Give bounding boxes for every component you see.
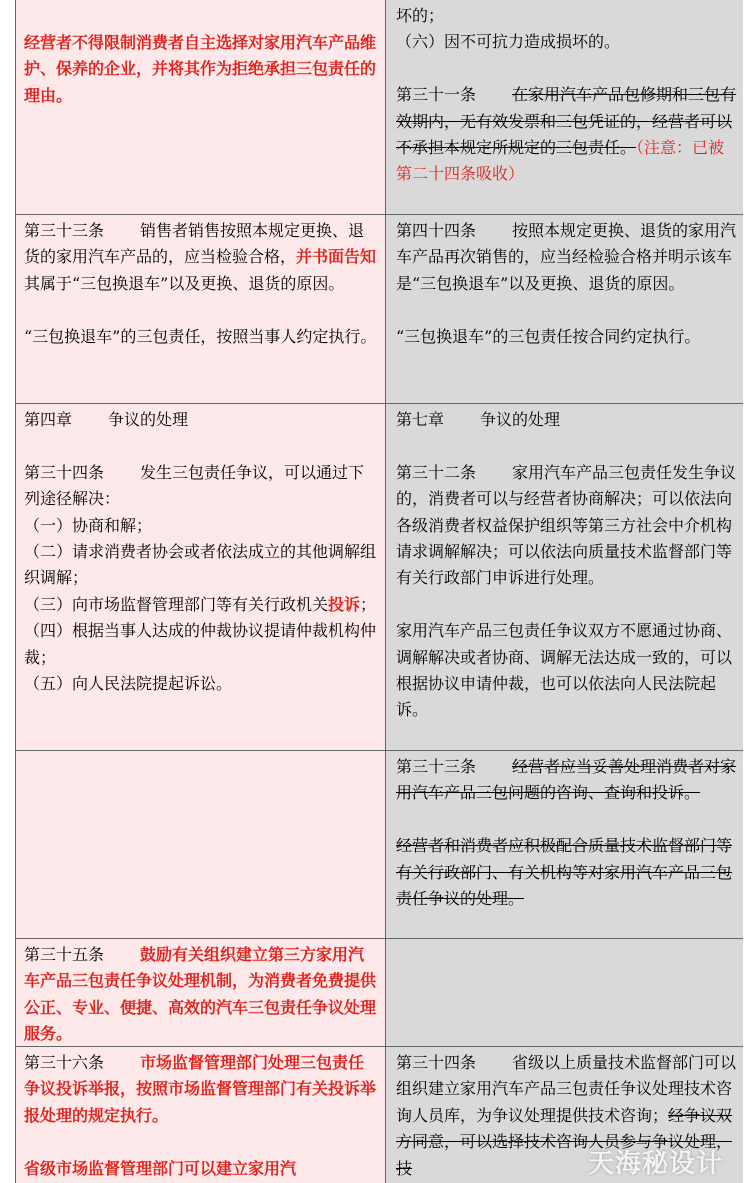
deleted-text: 经营者和消费者应积极配合质量技术监督部门等有关行政部门、有关机构等对家用汽车产品三包责任争议的处理。 [396, 836, 733, 909]
highlight-text: 投诉 [328, 594, 361, 614]
highlight-text: 省级市场监督管理部门可以建立家用汽 [24, 1158, 297, 1178]
right-paragraph [396, 82, 738, 188]
deleted-text: 经争议双方同意，可以选择技术咨询人员参与争议处理，技 [396, 1105, 733, 1178]
left-cell [16, 751, 386, 938]
right-cell [386, 0, 743, 214]
article-number: 第三十三条 [24, 221, 105, 240]
left-cell [16, 1047, 386, 1183]
highlight-text: 并书面告知 [296, 247, 377, 267]
article-number: 第三十一条 [396, 85, 477, 105]
deleted-text: 在家用汽车产品包修期和三包有效期内，无有效发票和三包凭证的，经营者可以不承担本规定所规定的三包责任。 [396, 85, 737, 158]
list-item: （五）向人民法院提起诉讼。 [24, 674, 233, 694]
article-number: 第三十四条 [396, 1053, 477, 1072]
right-cell [386, 404, 743, 750]
table-row [16, 1047, 743, 1183]
comparison-table [15, 0, 743, 1183]
right-paragraph: 坏的； [396, 6, 445, 25]
chapter-heading: 第四章 争议的处理 [24, 410, 189, 429]
left-cell [16, 404, 386, 750]
highlight-text: 鼓励有关组织建立第三方家用汽车产品三包责任争议处理机制，为消费者免费提供公正、专业、便捷、高效的汽车三包责任争议处理服务。 [24, 945, 377, 1044]
table-row [16, 751, 743, 939]
left-paragraph [24, 942, 380, 1046]
chapter-heading: 第七章 争议的处理 [396, 410, 561, 429]
right-paragraph [396, 754, 738, 807]
table-row [16, 939, 743, 1047]
left-cell [16, 215, 386, 403]
right-cell [386, 751, 743, 938]
left-paragraph [24, 1050, 380, 1129]
list-item: （四）根据当事人达成的仲裁协议提请仲裁机构仲裁； [24, 621, 377, 667]
watermark-logo: 天海秘设计 [587, 1148, 723, 1179]
article-number: 第四十四条 [396, 221, 477, 240]
article-number: 第三十二条 [396, 462, 477, 482]
right-paragraph: 家用汽车产品三包责任争议双方不愿通过协商、调解解决或者协商、调解无法达成一致的，可以根据协议申请仲裁，也可以依法向人民法院起诉。 [396, 621, 733, 720]
table-row [16, 404, 743, 751]
note-text: （注意：已被第二十四条吸收） [396, 138, 725, 184]
list-item: （三）向市场监督管理部门等有关行政机关投诉； [24, 594, 377, 614]
deleted-text: 经营者应当妥善处理消费者对家用汽车产品三包问题的咨询、查询和投诉。 [396, 757, 737, 803]
article-number: 第三十五条 [24, 945, 105, 964]
table-row [16, 215, 743, 404]
table-row [16, 0, 743, 215]
left-paragraph: 第三十三条 销售者销售按照本规定更换、退货的家用汽车产品的，应当检验合格，并书面告知其属于“三包换退车”以及更换、退货的原因。 [24, 221, 377, 293]
left-cell [16, 0, 386, 214]
article-number: 第三十六条 [24, 1053, 105, 1072]
right-paragraph: 第三十四条 省级以上质量技术监督部门可以组织建立家用汽车产品三包责任争议处理技术咨询人员库，为争议处理提供技术咨询；经争议双方同意，可以选择技术咨询人员参与争议处理，技 [396, 1053, 737, 1178]
article-number: 第三十三条 [396, 757, 477, 776]
right-paragraph: “三包换退车”的三包责任按合同约定执行。 [396, 326, 701, 346]
right-cell [386, 939, 743, 1046]
left-paragraph: 第三十四条 发生三包责任争议，可以通过下列途径解决： [24, 462, 365, 509]
right-cell [386, 1047, 743, 1183]
left-cell [16, 939, 386, 1046]
left-paragraph: 经营者不得限制消费者自主选择对家用汽车产品维护、保养的企业，并将其作为拒绝承担三包责任的理由。 [24, 33, 377, 105]
article-number: 第三十四条 [24, 462, 105, 482]
right-paragraph: （六）因不可抗力造成损坏的。 [396, 32, 621, 52]
list-item: （二）请求消费者协会或者依法成立的其他调解组织调解； [24, 542, 377, 588]
list-item: （一）协商和解； [24, 515, 153, 535]
left-paragraph: “三包换退车”的三包责任，按照当事人约定执行。 [24, 326, 377, 346]
right-cell [386, 215, 743, 403]
right-paragraph: 第三十二条 家用汽车产品三包责任发生争议的，消费者可以与经营者协商解决；可以依法向各级消费者权益保护组织等第三方社会中介机构请求调解解决；可以依法向质量技术监督部门等有关行政部门申诉进行处理。 [396, 462, 737, 588]
highlight-text: 市场监督管理部门处理三包责任争议投诉举报，按照市场监督管理部门有关投诉举报处理的规定执行。 [24, 1053, 377, 1125]
right-paragraph: 第四十四条 按照本规定更换、退货的家用汽车产品再次销售的，应当经检验合格并明示该车是“三包换退车”以及更换、退货的原因。 [396, 221, 737, 293]
